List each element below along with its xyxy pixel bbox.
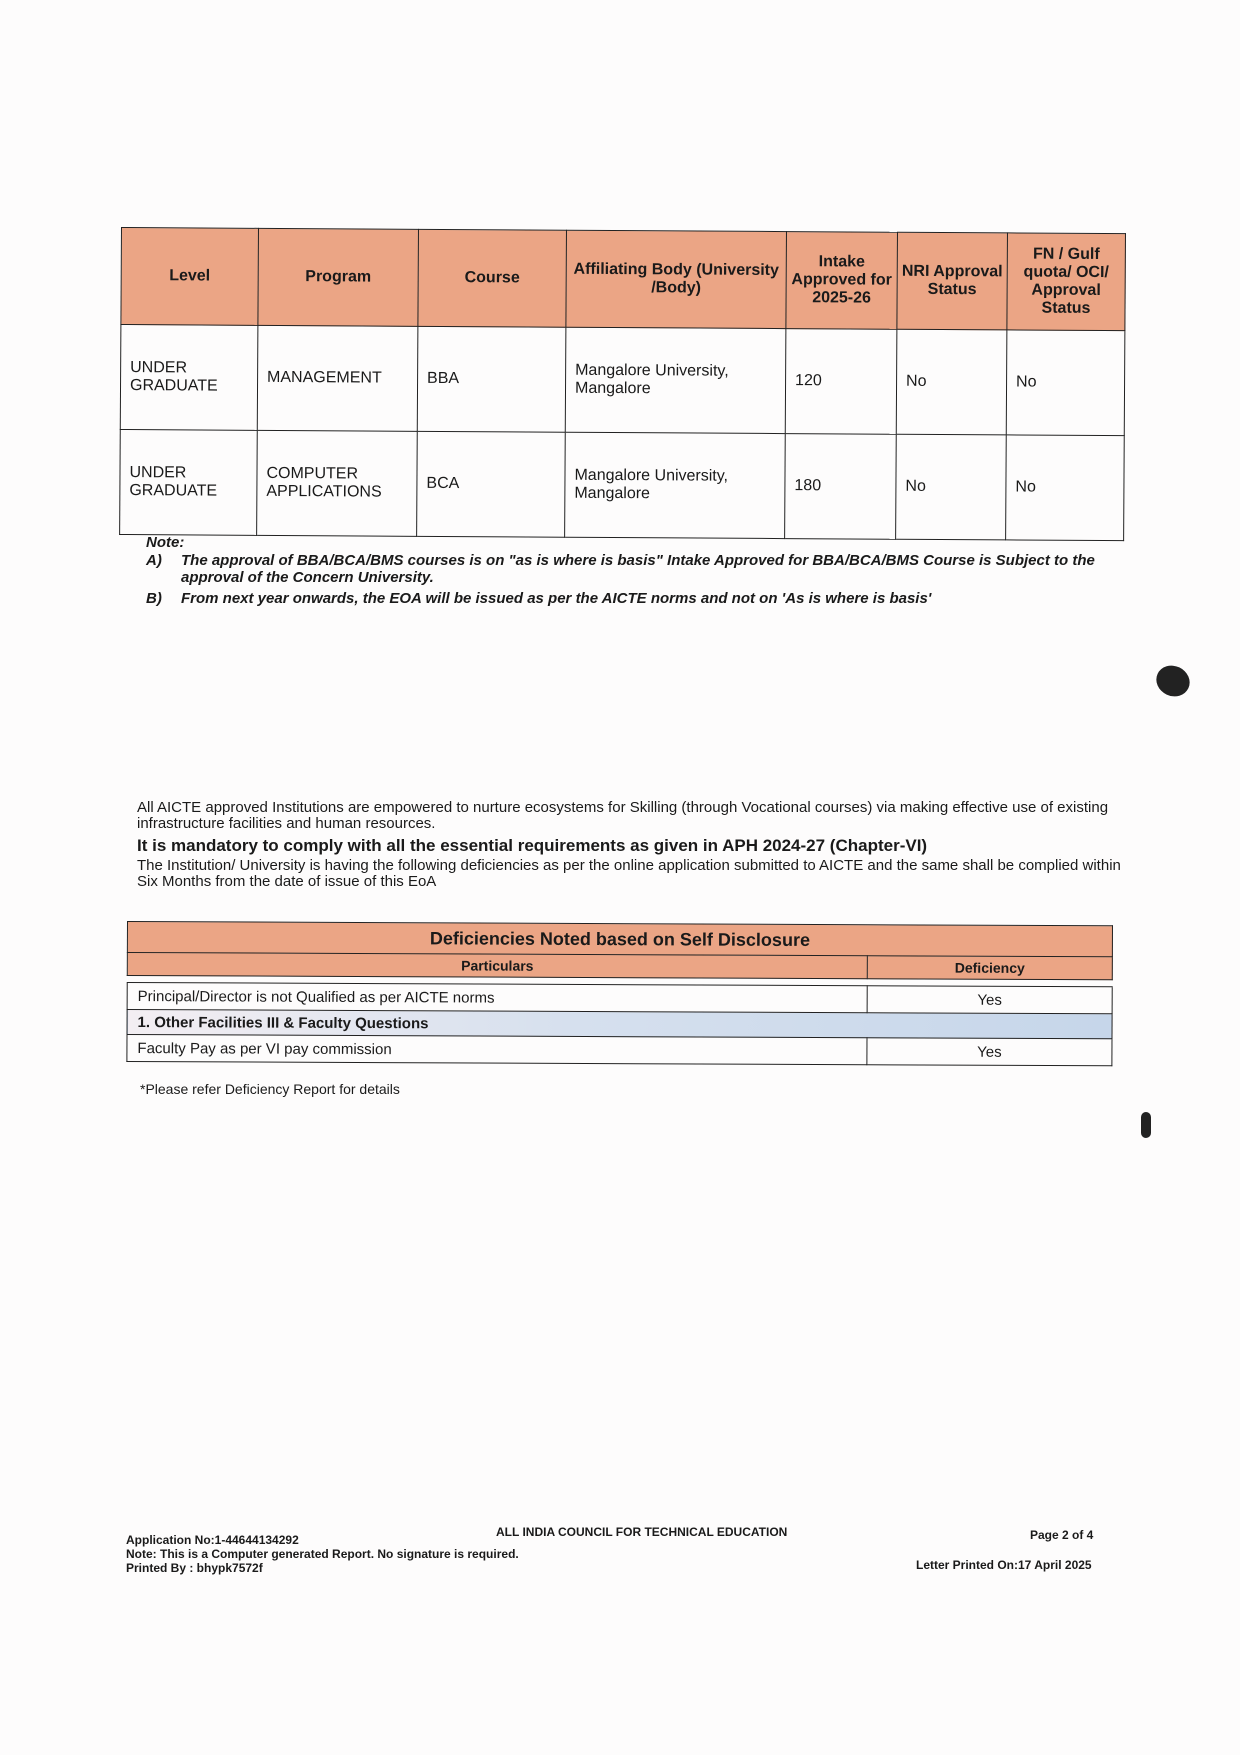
note-b-key: B) xyxy=(146,590,162,607)
cell-nri: No xyxy=(896,329,1007,435)
deficiency-footnote: *Please refer Deficiency Report for details xyxy=(140,1081,400,1097)
deficiency-table xyxy=(126,921,1113,1066)
header-intake: Intake Approved for 2025-26 xyxy=(786,232,898,330)
table-row xyxy=(127,1035,1112,1066)
footer-note: Note: This is a Computer generated Report. No signature is required. xyxy=(126,1547,519,1561)
scan-mark xyxy=(1141,1112,1151,1138)
header-deficiency: Deficiency xyxy=(867,956,1112,980)
cell-intake: 180 xyxy=(785,434,897,540)
cell-fn-gulf: No xyxy=(1006,330,1125,436)
scan-mark xyxy=(1151,660,1194,702)
deficiency-title-row xyxy=(127,922,1112,957)
note-a-key: A) xyxy=(146,552,162,569)
cell-particular: Faculty Pay as per VI pay commission xyxy=(127,1035,867,1065)
programs-table xyxy=(119,227,1126,541)
cell-level: UNDER GRADUATE xyxy=(120,429,258,535)
cell-level: UNDER GRADUATE xyxy=(120,325,258,431)
table-row xyxy=(120,325,1125,436)
cell-intake: 120 xyxy=(785,329,897,435)
cell-course: BBA xyxy=(417,326,566,432)
cell-fn-gulf: No xyxy=(1006,435,1125,541)
section-label: 1. Other Facilities III & Faculty Questions xyxy=(127,1010,1112,1039)
cell-course: BCA xyxy=(417,431,566,537)
header-affiliating-body: Affiliating Body (University /Body) xyxy=(566,230,787,328)
footer-council: ALL INDIA COUNCIL FOR TECHNICAL EDUCATION xyxy=(496,1525,788,1539)
programs-table-header-row xyxy=(121,228,1126,331)
skilling-paragraph: All AICTE approved Institutions are empowered to nurture ecosystems for Skilling (through Vocational courses) via making effective use of existing infrastructure facilities and human resources. xyxy=(137,799,1109,832)
cell-affiliating-body: Mangalore University, Mangalore xyxy=(565,432,786,538)
header-course: Course xyxy=(418,229,567,327)
footer-printed-by: Printed By : bhypk7572f xyxy=(126,1561,263,1575)
header-level: Level xyxy=(121,228,259,326)
deficiency-table-title: Deficiencies Noted based on Self Disclosure xyxy=(127,922,1112,957)
header-nri-status: NRI Approval Status xyxy=(897,232,1008,330)
footer-page: Page 2 of 4 xyxy=(1030,1528,1094,1542)
footer-application-no: Application No:1-44644134292 xyxy=(126,1533,299,1547)
note-heading: Note: xyxy=(146,534,185,551)
deficiency-intro: The Institution/ University is having the following deficiencies as per the online application submitted to AICTE and the same shall be complied within Six Months from the date of issue of this EoA xyxy=(137,857,1121,890)
cell-program: MANAGEMENT xyxy=(257,325,418,431)
header-particulars: Particulars xyxy=(127,953,867,979)
cell-particular: Principal/Director is not Qualified as per AICTE norms xyxy=(127,983,867,1013)
footer-printed-on: Letter Printed On:17 April 2025 xyxy=(916,1558,1092,1572)
cell-nri: No xyxy=(896,434,1007,540)
cell-program: COMPUTER APPLICATIONS xyxy=(257,430,418,536)
note-a-text: The approval of BBA/BCA/BMS courses is on "as is where is basis" Intake Approved for BBA/BCA/BMS Course is Subject to the approval of the Concern University. xyxy=(181,552,1095,586)
note-b-text: From next year onwards, the EOA will be issued as per the AICTE norms and not on 'As is where is basis' xyxy=(181,590,932,607)
mandatory-heading: It is mandatory to comply with all the essential requirements as given in APH 2024-27 (Chapter-VI) xyxy=(137,836,928,855)
header-program: Program xyxy=(258,228,419,326)
table-row xyxy=(120,429,1125,540)
cell-deficiency: Yes xyxy=(867,986,1112,1014)
cell-deficiency: Yes xyxy=(867,1038,1112,1066)
cell-affiliating-body: Mangalore University, Mangalore xyxy=(565,327,786,433)
header-fn-gulf-status: FN / Gulf quota/ OCI/ Approval Status xyxy=(1007,233,1126,331)
table-row xyxy=(127,983,1112,1014)
